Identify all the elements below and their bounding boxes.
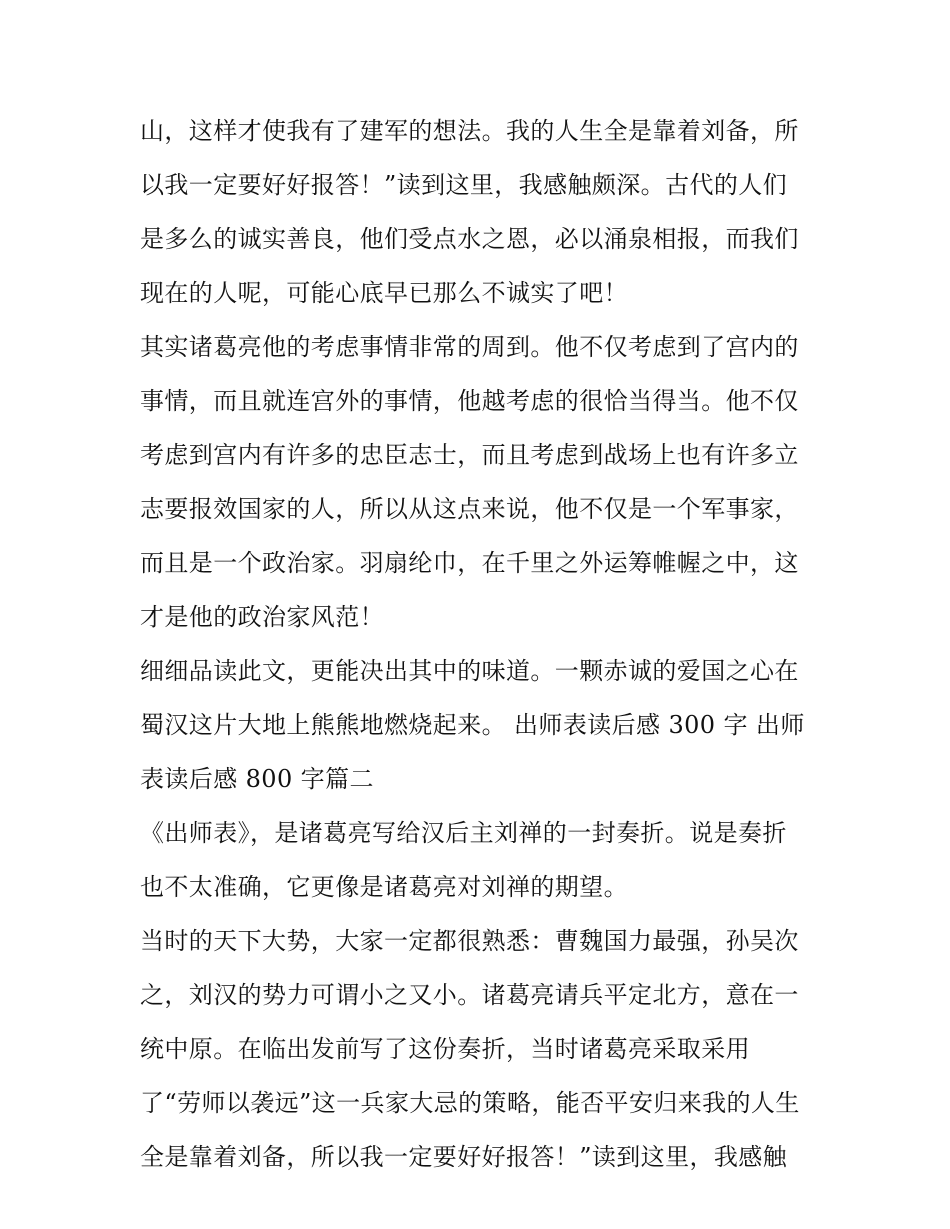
- text-line: 蜀汉这片大地上熊熊地燃烧起来。 出师表读后感 300 字 出师: [140, 711, 805, 739]
- text-line: 志要报效国家的人，所以从这点来说，他不仅是一个军事家，: [140, 495, 799, 523]
- text-line: 表读后感 800 字篇二: [140, 765, 374, 793]
- text-line: 其实诸葛亮他的考虑事情非常的周到。他不仅考虑到了宫内的: [140, 333, 799, 361]
- text-line: 统中原。在临出发前写了这份奏折，当时诸葛亮采取采用: [140, 1035, 750, 1063]
- text-line: 现在的人呢，可能心底早已那么不诚实了吧！: [140, 279, 628, 307]
- text-line: 以我一定要好好报答！”读到这里，我感触颇深。古代的人们: [140, 171, 788, 199]
- text-line: 全是靠着刘备，所以我一定要好好报答！”读到这里，我感触: [140, 1143, 788, 1171]
- body-text: [140, 104, 820, 1184]
- text-line: 也不太准确，它更像是诸葛亮对刘禅的期望。: [140, 873, 628, 901]
- text-line: 《出师表》，是诸葛亮写给汉后主刘禅的一封奏折。说是奏折: [140, 819, 787, 847]
- text-line: 而且是一个政治家。羽扇纶巾，在千里之外运筹帷幄之中，这: [140, 549, 799, 577]
- text-line: 当时的天下大势，大家一定都很熟悉：曹魏国力最强，孙吴次: [140, 927, 799, 955]
- text-line: 事情，而且就连宫外的事情，他越考虑的很恰当得当。他不仅: [140, 387, 799, 415]
- text-line: 才是他的政治家风范！: [140, 603, 384, 631]
- text-line: 之，刘汉的势力可谓小之又小。诸葛亮请兵平定北方，意在一: [140, 981, 799, 1009]
- text-line: 山，这样才使我有了建军的想法。我的人生全是靠着刘备，所: [140, 117, 799, 145]
- text-line: 了“劳师以袭远”这一兵家大忌的策略，能否平安归来我的人生: [140, 1089, 800, 1117]
- text-line: 考虑到宫内有许多的忠臣志士，而且考虑到战场上也有许多立: [140, 441, 799, 469]
- text-line: 是多么的诚实善良，他们受点水之恩，必以涌泉相报，而我们: [140, 225, 799, 253]
- text-line: 细细品读此文，更能决出其中的味道。一颗赤诚的爱国之心在: [140, 657, 799, 685]
